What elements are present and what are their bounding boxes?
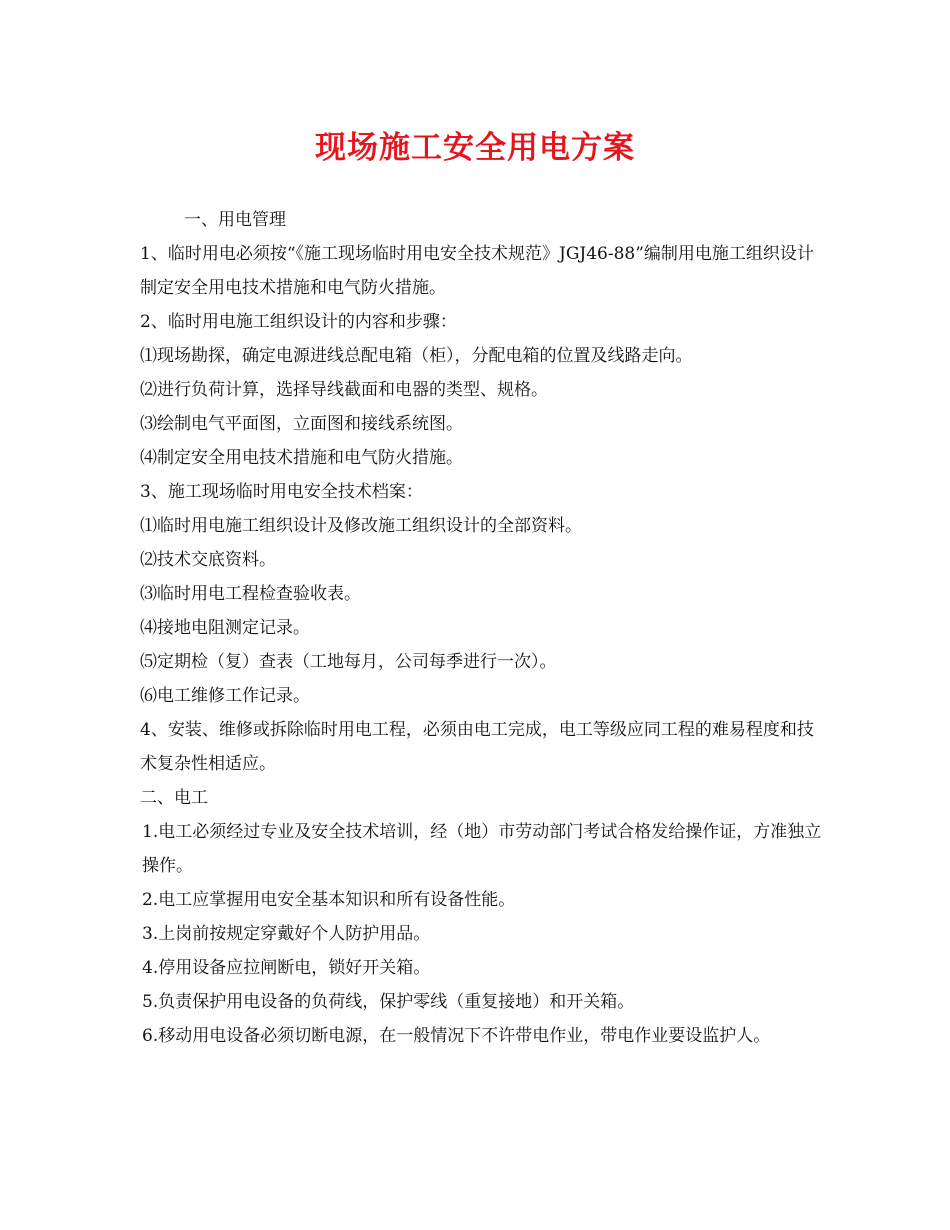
- list-item: 5.负责保护用电设备的负荷线，保护零线（重复接地）和开关箱。: [142, 992, 635, 1012]
- list-item: ⑷接地电阻测定记录。: [140, 618, 310, 638]
- document-title: 现场施工安全用电方案: [315, 130, 635, 166]
- list-item: ⑵技术交底资料。: [140, 550, 276, 570]
- list-item: ⑴临时用电施工组织设计及修改施工组织设计的全部资料。: [140, 516, 582, 536]
- list-item: ⑶绘制电气平面图，立面图和接线系统图。: [140, 414, 463, 434]
- list-item: 6.移动用电设备必须切断电源，在一般情况下不许带电作业，带电作业要设监护人。: [142, 1026, 771, 1046]
- paragraph: 4、安装、维修或拆除临时用电工程，必须由电工完成，电工等级应同工程的难易程度和技术复杂性相适应。: [140, 720, 814, 774]
- list-item: 3.上岗前按规定穿戴好个人防护用品。: [142, 924, 431, 944]
- section-heading-electrician: 二、电工: [140, 788, 208, 808]
- document-body: [140, 203, 830, 1053]
- list-item: ⑸定期检（复）查表（工地每月，公司每季进行一次）。: [140, 652, 557, 672]
- list-item: ⑹电工维修工作记录。: [140, 686, 310, 706]
- paragraph: 3、施工现场临时用电安全技术档案：: [140, 482, 423, 502]
- list-item: ⑷制定安全用电技术措施和电气防火措施。: [140, 448, 463, 468]
- list-item: ⑴现场勘探，确定电源进线总配电箱（柜），分配电箱的位置及线路走向。: [140, 346, 693, 366]
- section-heading-power-management: 一、用电管理: [184, 210, 286, 230]
- paragraph: 1、临时用电必须按“《施工现场临时用电安全技术规范》JGJ46-88”编制用电施工组织设计制定安全用电技术措施和电气防火措施。: [140, 244, 814, 298]
- list-item: 1.电工必须经过专业及安全技术培训，经（地）市劳动部门考试合格发给操作证，方准独立操作。: [142, 822, 822, 876]
- list-item: ⑵进行负荷计算，选择导线截面和电器的类型、规格。: [140, 380, 548, 400]
- list-item: 2.电工应掌握用电安全基本知识和所有设备性能。: [142, 890, 516, 910]
- paragraph: 2、临时用电施工组织设计的内容和步骤：: [140, 312, 457, 332]
- list-item: ⑶临时用电工程检查验收表。: [140, 584, 361, 604]
- list-item: 4.停用设备应拉闸断电，锁好开关箱。: [142, 958, 431, 978]
